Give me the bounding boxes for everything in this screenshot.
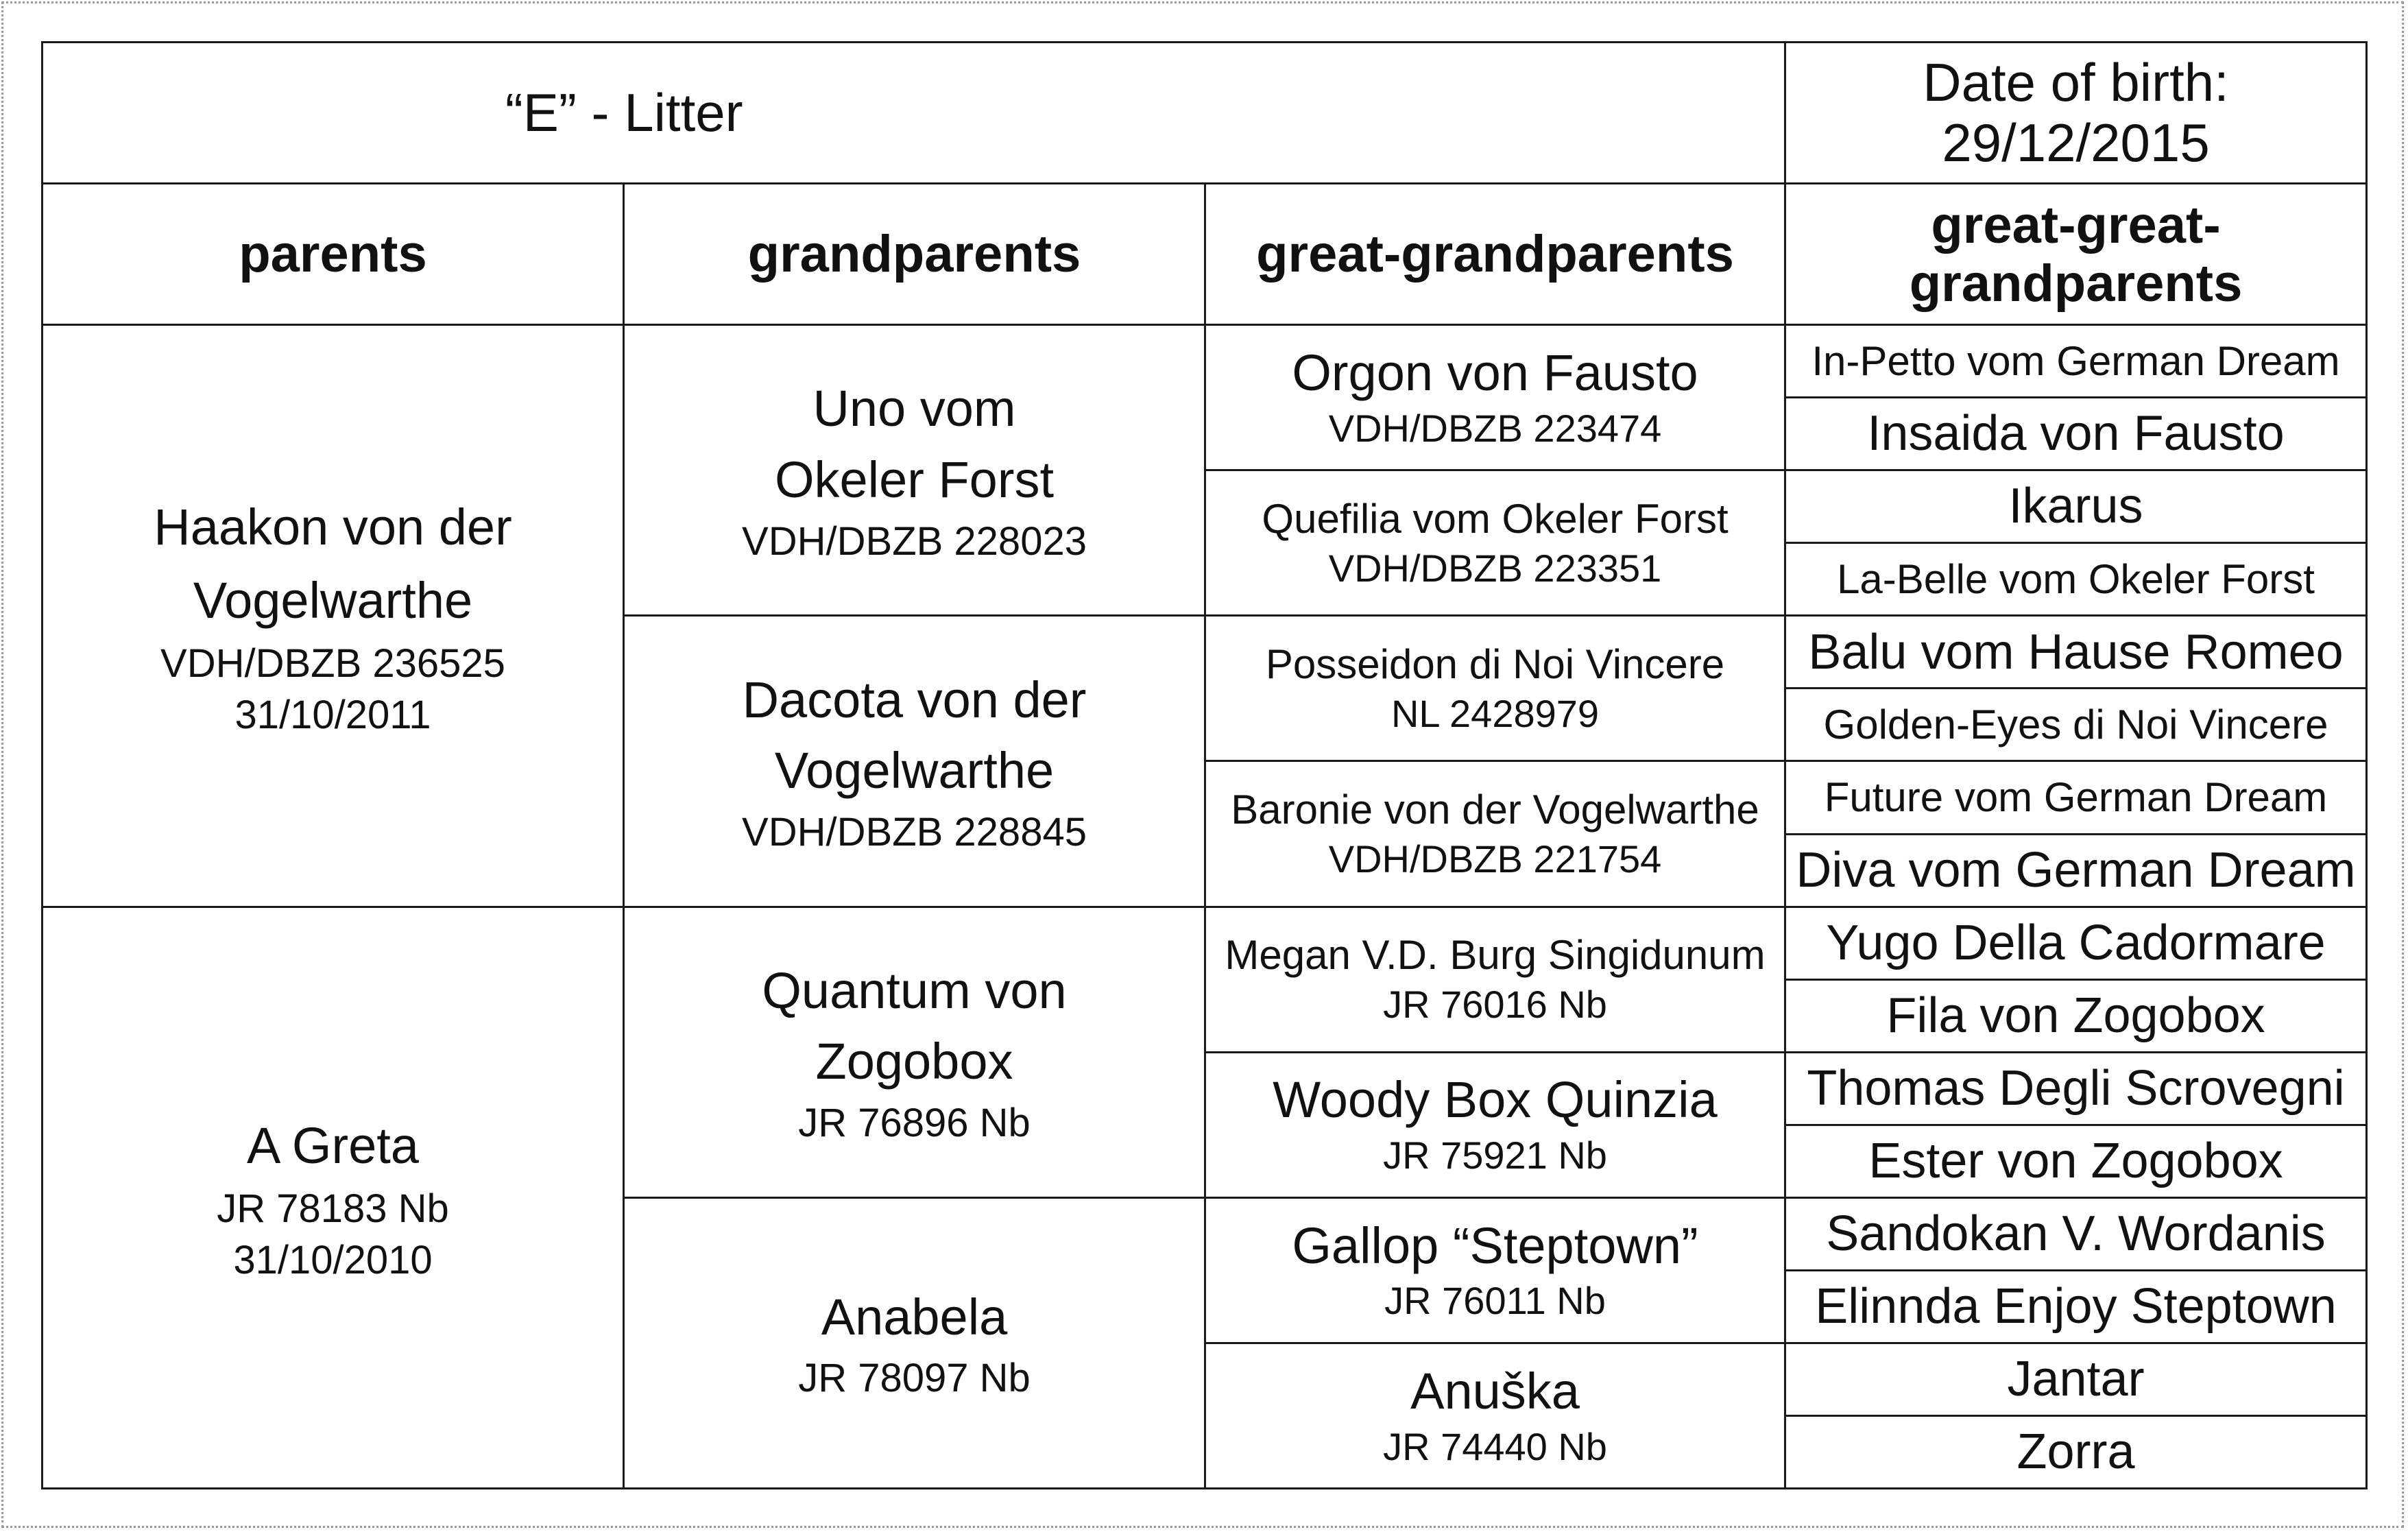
great-grandparent-2: Quefilia vom Okeler Forst VDH/DBZB 223351 bbox=[1205, 470, 1785, 616]
great-great-grandparent-12: Ester von Zogobox bbox=[1785, 1125, 2367, 1197]
great-grandparent-3: Posseidon di Noi Vincere NL 2428979 bbox=[1205, 616, 1785, 761]
column-header-row bbox=[43, 184, 2367, 325]
col-grandparents: grandparents bbox=[624, 184, 1205, 325]
great-great-grandparent-4: La-Belle vom Okeler Forst bbox=[1785, 543, 2367, 616]
great-great-grandparent-16: Zorra bbox=[1785, 1415, 2367, 1488]
great-grandparent-7: Gallop “Steptown” JR 76011 Nb bbox=[1205, 1197, 1785, 1343]
great-great-grandparent-7: Future vom German Dream bbox=[1785, 761, 2367, 834]
grandparent-3: Quantum von Zogobox JR 76896 Nb bbox=[624, 907, 1205, 1197]
col-great-great-grandparents: great-great- grandparents bbox=[1785, 184, 2367, 325]
great-great-grandparent-6: Golden-Eyes di Noi Vincere bbox=[1785, 689, 2367, 761]
date-of-birth: Date of birth: 29/12/2015 bbox=[1785, 43, 2367, 184]
great-great-grandparent-5: Balu vom Hause Romeo bbox=[1785, 616, 2367, 689]
grandparent-4: Anabela JR 78097 Nb bbox=[624, 1197, 1205, 1488]
title-row bbox=[43, 43, 2367, 184]
great-great-grandparent-15: Jantar bbox=[1785, 1343, 2367, 1415]
pedigree-table bbox=[41, 41, 2368, 1489]
great-grandparent-8: Anuška JR 74440 Nb bbox=[1205, 1343, 1785, 1488]
great-great-grandparent-8: Diva vom German Dream bbox=[1785, 834, 2367, 907]
great-great-grandparent-9: Yugo Della Cadormare bbox=[1785, 907, 2367, 979]
great-grandparent-4: Baronie von der Vogelwarthe VDH/DBZB 221754 bbox=[1205, 761, 1785, 907]
great-great-grandparent-14: Elinnda Enjoy Steptown bbox=[1785, 1270, 2367, 1343]
great-great-grandparent-1: In-Petto vom German Dream bbox=[1785, 325, 2367, 398]
great-great-grandparent-2: Insaida von Fausto bbox=[1785, 398, 2367, 470]
col-great-grandparents: great-grandparents bbox=[1205, 184, 1785, 325]
great-grandparent-6: Woody Box Quinzia JR 75921 Nb bbox=[1205, 1052, 1785, 1197]
parent-dam: A Greta JR 78183 Nb 31/10/2010 bbox=[43, 907, 624, 1488]
great-great-grandparent-10: Fila von Zogobox bbox=[1785, 979, 2367, 1052]
great-grandparent-5: Megan V.D. Burg Singidunum JR 76016 Nb bbox=[1205, 907, 1785, 1052]
col-parents: parents bbox=[43, 184, 624, 325]
parent-sire: Haakon von der Vogelwarthe VDH/DBZB 236525 31/10/2011 bbox=[43, 325, 624, 907]
litter-title-cont bbox=[1205, 43, 1785, 184]
litter-title: “E” - Litter bbox=[43, 43, 1205, 184]
great-great-grandparent-11: Thomas Degli Scrovegni bbox=[1785, 1052, 2367, 1125]
grandparent-2: Dacota von der Vogelwarthe VDH/DBZB 228845 bbox=[624, 616, 1205, 907]
great-great-grandparent-3: Ikarus bbox=[1785, 470, 2367, 543]
grandparent-1: Uno vom Okeler Forst VDH/DBZB 228023 bbox=[624, 325, 1205, 616]
great-great-grandparent-13: Sandokan V. Wordanis bbox=[1785, 1197, 2367, 1270]
great-grandparent-1: Orgon von Fausto VDH/DBZB 223474 bbox=[1205, 325, 1785, 470]
